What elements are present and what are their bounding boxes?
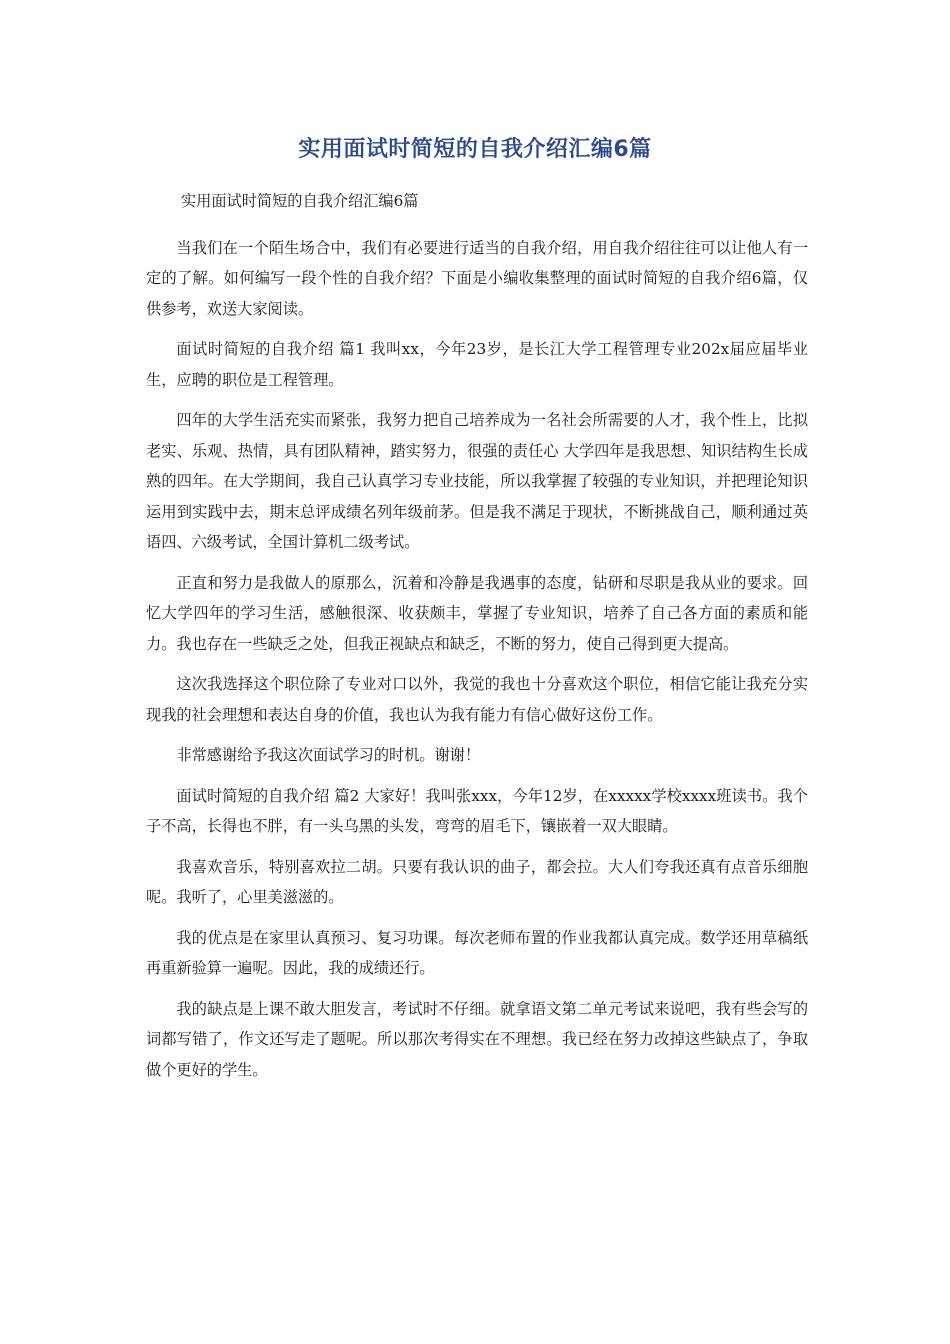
paragraph-essay2-strengths: 我的优点是在家里认真预习、复习功课。每次老师布置的作业我都认真完成。数学还用草稿纸再重新验算一遍呢。因此，我的成绩还行。 [146, 928, 808, 977]
paragraph-essay1-college: 四年的大学生活充实而紧张，我努力把自己培养成为一名社会所需要的人才，我个性上，比拟老实、乐观、热情，具有团队精神，踏实努力，很强的责任心 大学四年是我思想、知识结构生长成熟的四年。在大学期间，我自己认真学习专业技能，所以我掌握了较强的专业知识，并把理论知识运用到实践中去，期末总评成绩名列年级前茅。但是我不满足于现状，不断挑战自己，顺利通过英语四、六级考试，全国计算机二级考试。 [146, 411, 808, 551]
paragraph-essay1-principles: 正直和努力是我做人的原那么，沉着和冷静是我遇事的态度，钻研和尽职是我从业的要求。回忆大学四年的学习生活，感触很深、收获颇丰，掌握了专业知识，培养了自己各方面的素质和能力。我也存在一些缺乏之处，但我正视缺点和缺乏，不断的努力，使自己得到更大提高。 [146, 573, 808, 653]
paragraph-essay2-music: 我喜欢音乐，特别喜欢拉二胡。只要有我认识的曲子，都会拉。大人们夸我还真有点音乐细胞呢。我听了，心里美滋滋的。 [146, 857, 808, 906]
document-body [146, 186, 808, 1095]
document-title: 实用面试时简短的自我介绍汇编6篇 [298, 137, 652, 162]
paragraph-essay1-intro: 面试时简短的自我介绍 篇1 我叫xx，今年23岁，是长江大学工程管理专业202x届应届毕业生，应聘的职位是工程管理。 [146, 340, 808, 389]
paragraph-essay2-intro: 面试时简短的自我介绍 篇2 大家好！我叫张xxx，今年12岁，在xxxxx学校xxxx班读书。我个子不高，长得也不胖，有一头乌黑的头发，弯弯的眉毛下，镶嵌着一双大眼睛。 [146, 786, 808, 835]
document-subtitle: 实用面试时简短的自我介绍汇编6篇 [180, 192, 419, 210]
paragraph-essay1-choice: 这次我选择这个职位除了专业对口以外，我觉的我也十分喜欢这个职位，相信它能让我充分实现我的社会理想和表达自身的价值，我也认为我有能力有信心做好这份工作。 [146, 675, 808, 724]
paragraph-essay1-thanks: 非常感谢给予我这次面试学习的时机。谢谢！ [176, 746, 481, 764]
paragraph-intro: 当我们在一个陌生场合中，我们有必要进行适当的自我介绍，用自我介绍往往可以让他人有一定的了解。如何编写一段个性的自我介绍？下面是小编收集整理的面试时简短的自我介绍6篇，仅供参考，欢送大家阅读。 [146, 238, 808, 318]
paragraph-essay2-weaknesses: 我的缺点是上课不敢大胆发言，考试时不仔细。就拿语文第二单元考试来说吧，我有些会写的词都写错了，作文还写走了题呢。所以那次考得实在不理想。我已经在努力改掉这些缺点了，争取做个更好的学生。 [146, 999, 808, 1079]
